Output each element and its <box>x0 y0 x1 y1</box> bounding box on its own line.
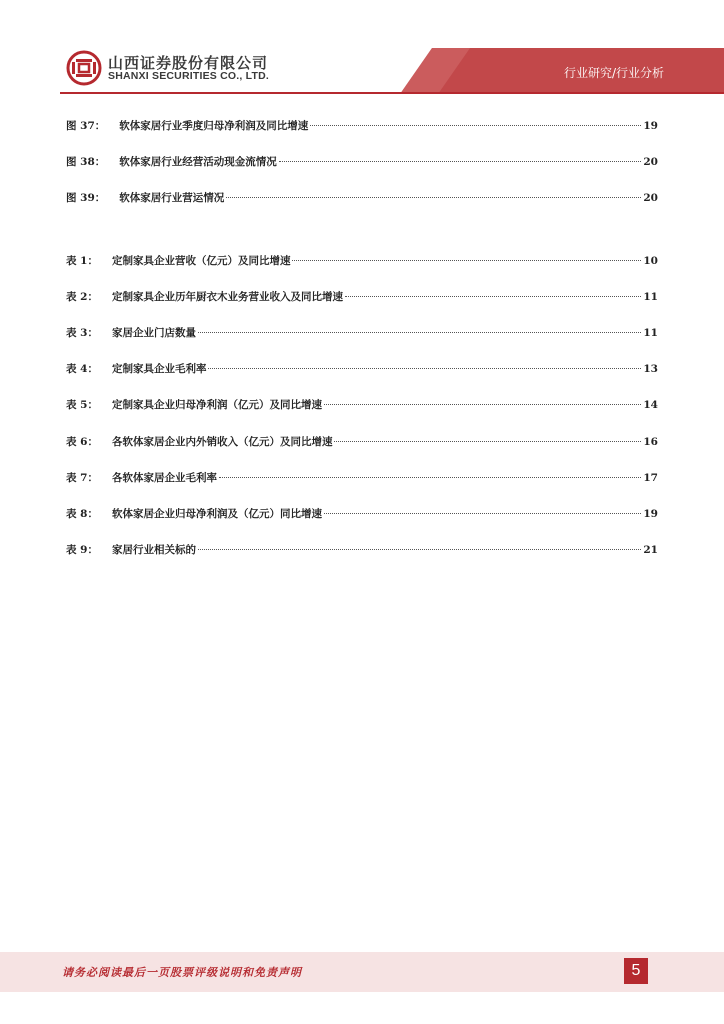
header-divider <box>60 92 724 94</box>
toc-leader-dots <box>208 368 641 369</box>
toc-leader-dots <box>345 296 641 297</box>
toc-entry-label: 图 37： <box>66 120 106 132</box>
toc-entry-figure-39[interactable] <box>66 190 658 226</box>
toc-entry-title: 定制家具企业毛利率 <box>111 363 207 376</box>
figure-list <box>66 118 658 227</box>
toc-entry-title: 软体家居行业经营活动现金流情况 <box>119 156 277 169</box>
disclaimer-notice: 请务必阅读最后一页股票评级说明和免责声明 <box>62 966 302 979</box>
toc-entry-label: 表 6： <box>66 435 98 448</box>
toc-entry-table-6[interactable] <box>66 434 658 470</box>
toc-entry-page: 13 <box>643 363 658 376</box>
toc-entry-page: 14 <box>643 399 658 412</box>
toc-entry-label: 表 8： <box>66 507 98 520</box>
table-list <box>66 253 658 579</box>
toc-leader-dots <box>219 477 641 478</box>
toc-leader-dots <box>226 197 641 198</box>
toc-entry-page: 19 <box>643 507 658 520</box>
page-header <box>0 0 724 100</box>
page-number-badge: 5 <box>624 958 648 984</box>
toc-entry-label: 表 4： <box>66 363 98 376</box>
toc-entry-page: 20 <box>643 192 658 205</box>
toc-leader-dots <box>198 549 641 550</box>
toc-entry-page: 11 <box>643 290 658 303</box>
toc-entry-page: 11 <box>643 326 658 339</box>
toc-entry-title: 软体家居行业营运情况 <box>119 192 225 205</box>
toc-entry-page: 21 <box>643 544 658 557</box>
toc-entry-table-7[interactable] <box>66 470 658 506</box>
toc-entry-label: 表 5： <box>66 399 98 412</box>
toc-leader-dots <box>324 513 641 514</box>
toc-entry-table-4[interactable] <box>66 361 658 397</box>
shanxi-securities-logo-icon <box>66 50 102 86</box>
toc-entry-title: 定制家具企业归母净利润（亿元）及同比增速 <box>111 399 322 412</box>
toc-entry-table-1[interactable] <box>66 253 658 289</box>
toc-entry-title: 各软体家居企业内外销收入（亿元）及同比增速 <box>111 435 333 448</box>
toc-entry-table-5[interactable] <box>66 397 658 433</box>
toc-entry-page: 19 <box>643 120 658 132</box>
toc-entry-label: 表 1： <box>66 254 98 267</box>
toc-entry-label: 表 7： <box>66 471 98 484</box>
toc-leader-dots <box>324 404 641 405</box>
toc-entry-label: 表 2： <box>66 290 98 303</box>
toc-entry-title: 软体家居企业归母净利润及（亿元）同比增速 <box>111 507 322 520</box>
toc-entry-page: 10 <box>643 254 658 267</box>
toc-entry-title: 家居行业相关标的 <box>111 544 196 557</box>
toc-entry-table-8[interactable] <box>66 506 658 542</box>
table-of-contents <box>66 118 658 578</box>
toc-entry-label: 图 39： <box>66 192 106 205</box>
toc-entry-title: 各软体家居企业毛利率 <box>111 471 217 484</box>
toc-leader-dots <box>198 332 641 333</box>
toc-leader-dots <box>310 125 641 126</box>
toc-entry-title: 家居企业门店数量 <box>111 326 196 339</box>
toc-entry-page: 16 <box>643 435 658 448</box>
toc-section-gap <box>66 227 658 253</box>
toc-entry-label: 表 3： <box>66 326 98 339</box>
toc-leader-dots <box>334 441 641 442</box>
toc-entry-figure-37[interactable] <box>66 118 658 154</box>
company-name-en: SHANXI SECURITIES CO., LTD. <box>108 70 269 82</box>
toc-leader-dots <box>279 161 642 162</box>
toc-entry-title: 软体家居行业季度归母净利润及同比增速 <box>119 120 309 132</box>
toc-entry-table-2[interactable] <box>66 289 658 325</box>
company-name-cn: 山西证券股份有限公司 <box>108 54 269 72</box>
toc-entry-title: 定制家具企业营收（亿元）及同比增速 <box>111 254 291 267</box>
toc-entry-label: 图 38： <box>66 156 106 169</box>
toc-entry-table-3[interactable] <box>66 325 658 361</box>
page-footer <box>0 952 724 992</box>
toc-entry-page: 17 <box>643 471 658 484</box>
toc-entry-figure-38[interactable] <box>66 154 658 190</box>
toc-entry-table-9[interactable] <box>66 542 658 578</box>
toc-leader-dots <box>292 260 641 261</box>
toc-entry-page: 20 <box>643 156 658 169</box>
report-category: 行业研究/行业分析 <box>563 66 664 80</box>
toc-entry-title: 定制家具企业历年厨衣木业务营业收入及同比增速 <box>111 290 343 303</box>
toc-entry-label: 表 9： <box>66 544 98 557</box>
